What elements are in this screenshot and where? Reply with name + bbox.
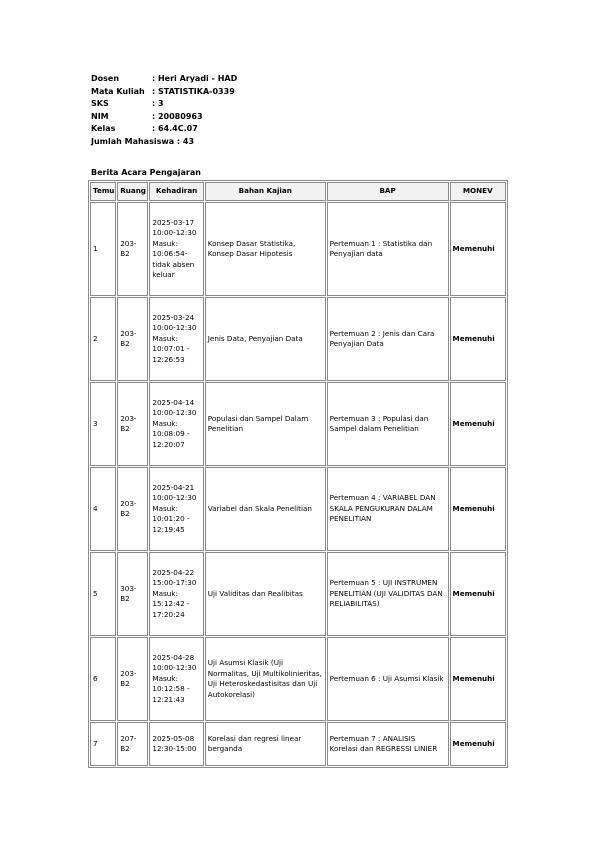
cell-bahan-kajian: Uji Asumsi Klasik (Uji Normalitas, Uji Multikolinieritas, Uji Heteroskedastisitas dan Uji Autokorelasi) bbox=[205, 637, 326, 721]
header-bap: BAP bbox=[327, 182, 449, 201]
kelas-value: : 64.4C.07 bbox=[152, 124, 198, 133]
table-header-row bbox=[90, 182, 506, 201]
cell-monev: Memenuhi bbox=[450, 552, 506, 636]
dosen-label: Dosen bbox=[91, 74, 120, 83]
bap-table bbox=[88, 180, 508, 768]
cell-bahan-kajian: Korelasi dan regresi linear berganda bbox=[205, 722, 326, 766]
info-row-matkul bbox=[91, 86, 237, 99]
cell-kehadiran: 2025-04-22 15:00-17:30 Masuk: 15:12:42 - 17:20:24 bbox=[149, 552, 203, 636]
info-row-nim bbox=[91, 111, 237, 124]
cell-ruang: 203-B2 bbox=[117, 637, 148, 721]
cell-bahan-kajian: Variabel dan Skala Penelitian bbox=[205, 467, 326, 551]
cell-bahan-kajian: Populasi dan Sampel Dalam Penelitian bbox=[205, 382, 326, 466]
info-row-dosen bbox=[91, 73, 237, 86]
cell-monev: Memenuhi bbox=[450, 637, 506, 721]
cell-kehadiran: 2025-04-28 10:00-12:30 Masuk: 10:12:58 - 12:21:43 bbox=[149, 637, 203, 721]
cell-kehadiran: 2025-04-21 10:00-12:30 Masuk: 10:01:20 - 12:19:45 bbox=[149, 467, 203, 551]
cell-bap: Pertemuan 7 : ANALISIS Korelasi dan REGRESSI LINIER bbox=[327, 722, 449, 766]
cell-bap: Pertemuan 6 : Uji Asumsi Klasik bbox=[327, 637, 449, 721]
cell-monev: Memenuhi bbox=[450, 467, 506, 551]
cell-monev: Memenuhi bbox=[450, 722, 506, 766]
section-title: Berita Acara Pengajaran bbox=[91, 168, 201, 177]
table-row bbox=[90, 382, 506, 466]
cell-ruang: 207-B2 bbox=[117, 722, 148, 766]
table-row bbox=[90, 637, 506, 721]
matkul-value: : STATISTIKA-0339 bbox=[152, 86, 235, 96]
dosen-value: : Heri Aryadi - HAD bbox=[152, 74, 238, 83]
header-kehadiran: Kehadiran bbox=[149, 182, 203, 201]
cell-kehadiran: 2025-04-14 10:00-12:30 Masuk: 10:08:09 - 12:20:07 bbox=[149, 382, 203, 466]
table-row bbox=[90, 467, 506, 551]
cell-monev: Memenuhi bbox=[450, 297, 506, 381]
table-row bbox=[90, 552, 506, 636]
table-row bbox=[90, 297, 506, 381]
header-temu: Temu bbox=[90, 182, 116, 201]
cell-monev: Memenuhi bbox=[450, 202, 506, 296]
sks-label: SKS bbox=[91, 99, 109, 108]
info-row-sks bbox=[91, 98, 237, 111]
cell-bap: Pertemuan 1 : Statistika dan Penyajian data bbox=[327, 202, 449, 296]
cell-temu: 4 bbox=[90, 467, 116, 551]
cell-temu: 7 bbox=[90, 722, 116, 766]
jumlah-mahasiswa: Jumlah Mahasiswa : 43 bbox=[91, 136, 195, 146]
cell-bap: Pertemuan 4 : VARIABEL DAN SKALA PENGUKURAN DALAM PENELITIAN bbox=[327, 467, 449, 551]
cell-temu: 6 bbox=[90, 637, 116, 721]
sks-value: : 3 bbox=[152, 99, 164, 108]
cell-bahan-kajian: Konsep Dasar Statistika, Konsep Dasar Hipotesis bbox=[205, 202, 326, 296]
cell-kehadiran: 2025-03-17 10:00-12:30 Masuk: 10:06:54- tidak absen keluar bbox=[149, 202, 203, 296]
table-body bbox=[90, 202, 506, 766]
cell-bap: Pertemuan 2 : Jenis dan Cara Penyajian Data bbox=[327, 297, 449, 381]
matkul-label: Mata Kuliah bbox=[91, 86, 145, 96]
nim-value: : 20080963 bbox=[152, 111, 203, 121]
header-monev: MONEV bbox=[450, 182, 506, 201]
table-row bbox=[90, 722, 506, 766]
cell-bahan-kajian: Uji Validitas dan Realibitas bbox=[205, 552, 326, 636]
cell-temu: 1 bbox=[90, 202, 116, 296]
cell-temu: 2 bbox=[90, 297, 116, 381]
cell-kehadiran: 2025-03-24 10:00-12:30 Masuk: 10:07:01 - 12:26:53 bbox=[149, 297, 203, 381]
cell-bap: Pertemuan 3 : Populasi dan Sampel dalam Penelitian bbox=[327, 382, 449, 466]
nim-label: NIM bbox=[91, 111, 109, 121]
cell-ruang: 303-B2 bbox=[117, 552, 148, 636]
info-row-jumlah bbox=[91, 136, 237, 149]
cell-bahan-kajian: Jenis Data, Penyajian Data bbox=[205, 297, 326, 381]
table-row bbox=[90, 202, 506, 296]
cell-ruang: 203-B2 bbox=[117, 297, 148, 381]
header-ruang: Ruang bbox=[117, 182, 148, 201]
cell-temu: 3 bbox=[90, 382, 116, 466]
cell-monev: Memenuhi bbox=[450, 382, 506, 466]
cell-ruang: 203-B2 bbox=[117, 382, 148, 466]
header-bahan-kajian: Bahan Kajian bbox=[205, 182, 326, 201]
kelas-label: Kelas bbox=[91, 124, 116, 133]
cell-temu: 5 bbox=[90, 552, 116, 636]
course-info bbox=[91, 73, 237, 148]
cell-ruang: 203-B2 bbox=[117, 467, 148, 551]
cell-bap: Pertemuan 5 : UJI INSTRUMEN PENELITIAN (UJI VALIDITAS DAN RELIABILITAS) bbox=[327, 552, 449, 636]
cell-kehadiran: 2025-05-08 12:30-15:00 bbox=[149, 722, 203, 766]
cell-ruang: 203-B2 bbox=[117, 202, 148, 296]
info-row-kelas bbox=[91, 123, 237, 136]
